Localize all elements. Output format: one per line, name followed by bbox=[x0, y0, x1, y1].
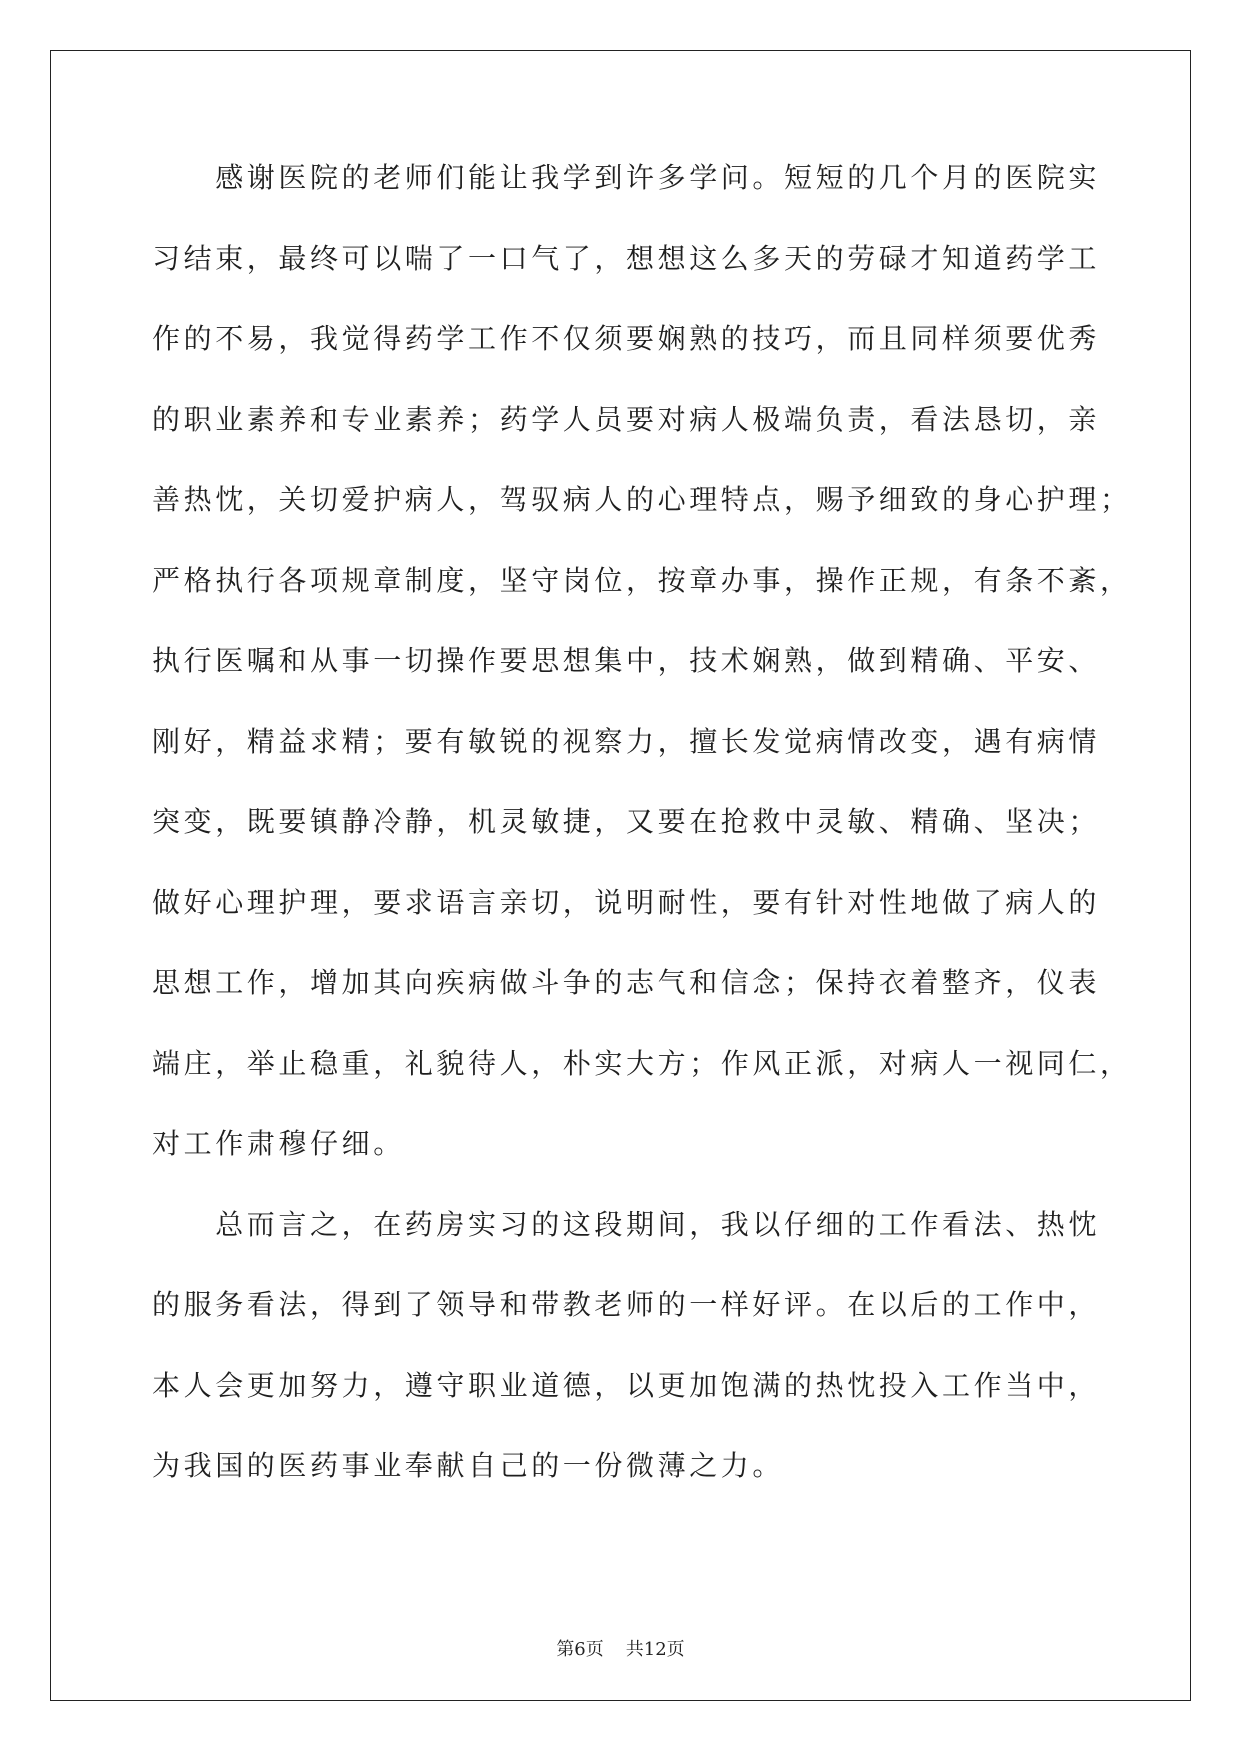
text-line: 对工作肃穆仔细。 bbox=[152, 1127, 405, 1160]
text-line: 善热忱，关切爱护病人，驾驭病人的心理特点，赐予细致的身心护理； bbox=[152, 483, 1132, 516]
text-line: 习结束，最终可以喘了一口气了，想想这么多天的劳碌才知道药学工 bbox=[152, 241, 1101, 275]
text-line: 作的不易，我觉得药学工作不仅须要娴熟的技巧，而且同样须要优秀 bbox=[152, 322, 1101, 355]
text-line: 突变，既要镇静冷静，机灵敏捷，又要在抢救中灵敏、精确、坚决； bbox=[152, 805, 1101, 838]
page-number-current: 第6页 bbox=[556, 1639, 604, 1660]
text-line: 思想工作，增加其向疾病做斗争的志气和信念；保持衣着整齐，仪表 bbox=[152, 966, 1101, 999]
text-line: 端庄，举止稳重，礼貌待人，朴实大方；作风正派，对病人一视同仁， bbox=[152, 1046, 1132, 1080]
text-line: 做好心理护理，要求语言亲切，说明耐性，要有针对性地做了病人的 bbox=[152, 885, 1101, 919]
text-line: 本人会更加努力，遵守职业道德，以更加饱满的热忱投入工作当中， bbox=[152, 1368, 1101, 1402]
document-body bbox=[152, 161, 1132, 1531]
page-number-total: 共12页 bbox=[625, 1639, 685, 1660]
text-line: 为我国的医药事业奉献自己的一份微薄之力。 bbox=[152, 1449, 785, 1482]
text-line: 感谢医院的老师们能让我学到许多学问。短短的几个月的医院实 bbox=[152, 161, 1101, 194]
page-footer bbox=[0, 1635, 1241, 1661]
text-line: 严格执行各项规章制度，坚守岗位，按章办事，操作正规，有条不紊， bbox=[152, 563, 1132, 597]
text-line: 的服务看法，得到了领导和带教老师的一样好评。在以后的工作中， bbox=[152, 1288, 1101, 1321]
text-line: 总而言之，在药房实习的这段期间，我以仔细的工作看法、热忱 bbox=[152, 1207, 1101, 1241]
text-line: 刚好，精益求精；要有敏锐的视察力，擅长发觉病情改变，遇有病情 bbox=[152, 724, 1101, 758]
text-line: 执行医嘱和从事一切操作要思想集中，技术娴熟，做到精确、平安、 bbox=[152, 644, 1101, 677]
text-line: 的职业素养和专业素养；药学人员要对病人极端负责，看法恳切，亲 bbox=[152, 402, 1101, 436]
